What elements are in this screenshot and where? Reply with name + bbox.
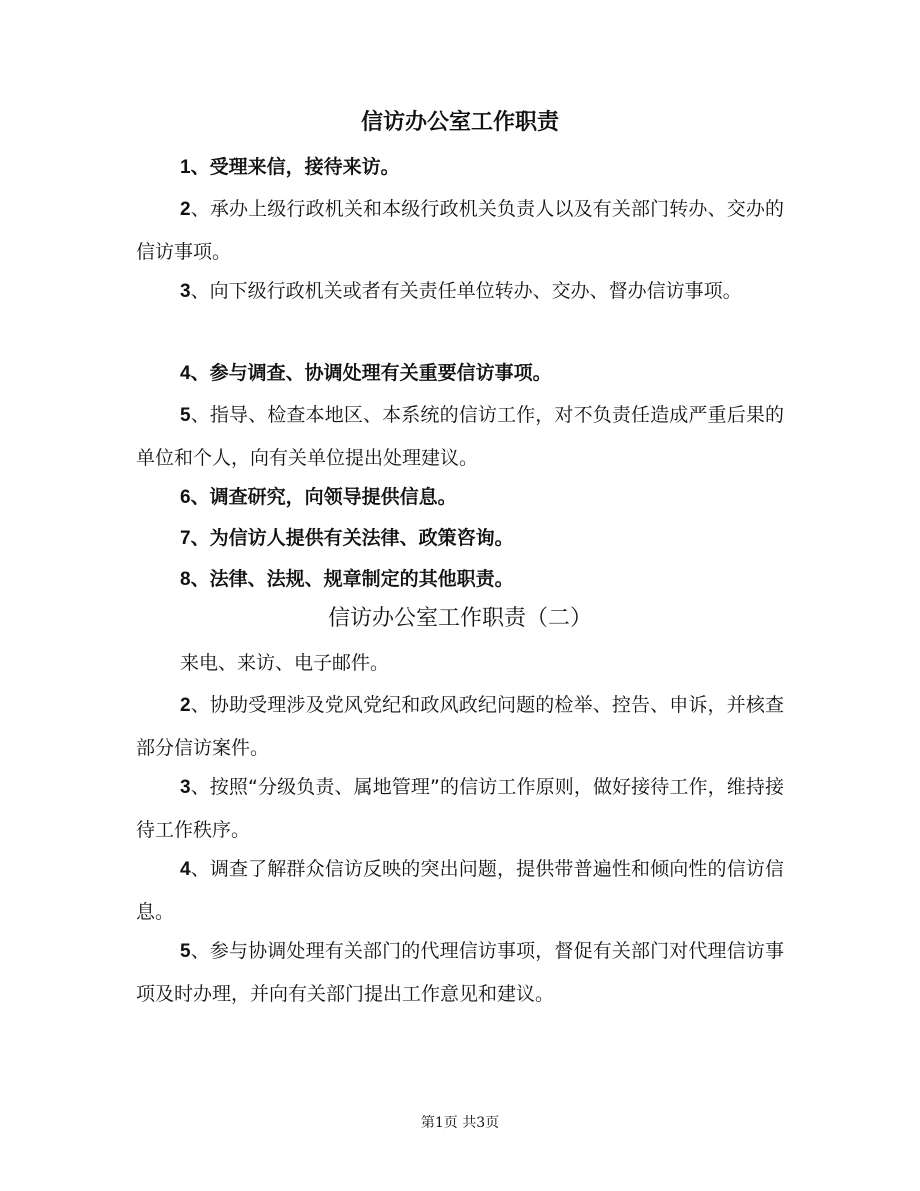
list-item: 5、指导、检查本地区、本系统的信访工作，对不负责任造成严重后果的单位和个人，向有关单位提出处理建议。 [136,404,784,469]
list-item: 5、参与协调处理有关部门的代理信访事项，督促有关部门对代理信访事项及时办理，并向有关部门提出工作意见和建议。 [136,940,784,1005]
list-item: 1、受理来信，接待来访。 [180,156,400,178]
section-title: 信访办公室工作职责 [360,110,559,135]
list-item: 2、承办上级行政机关和本级行政机关负责人以及有关部门转办、交办的信访事项。 [136,198,784,263]
list-item: 2、协助受理涉及党风党纪和政风政纪问题的检举、控告、申诉，并核查部分信访案件。 [136,694,784,759]
section-title: 信访办公室工作职责（二） [327,606,592,631]
list-item: 4、调查了解群众信访反映的突出问题，提供带普遍性和倾向性的信访信息。 [136,858,784,923]
list-item: 3、按照“分级负责、属地管理”的信访工作原则，做好接待工作，维持接待工作秩序。 [136,776,784,841]
page-footer: 第1页 共3页 [420,1115,500,1131]
list-item: 3、向下级行政机关或者有关责任单位转办、交办、督办信访事项。 [180,280,742,302]
list-item: 4、参与调查、协调处理有关重要信访事项。 [180,362,552,384]
list-item: 6、调查研究，向领导提供信息。 [180,486,457,508]
list-item: 8、法律、法规、规章制定的其他职责。 [180,568,514,590]
list-item: 7、为信访人提供有关法律、政策咨询。 [180,527,514,549]
intro-line: 来电、来访、电子邮件。 [180,652,390,674]
